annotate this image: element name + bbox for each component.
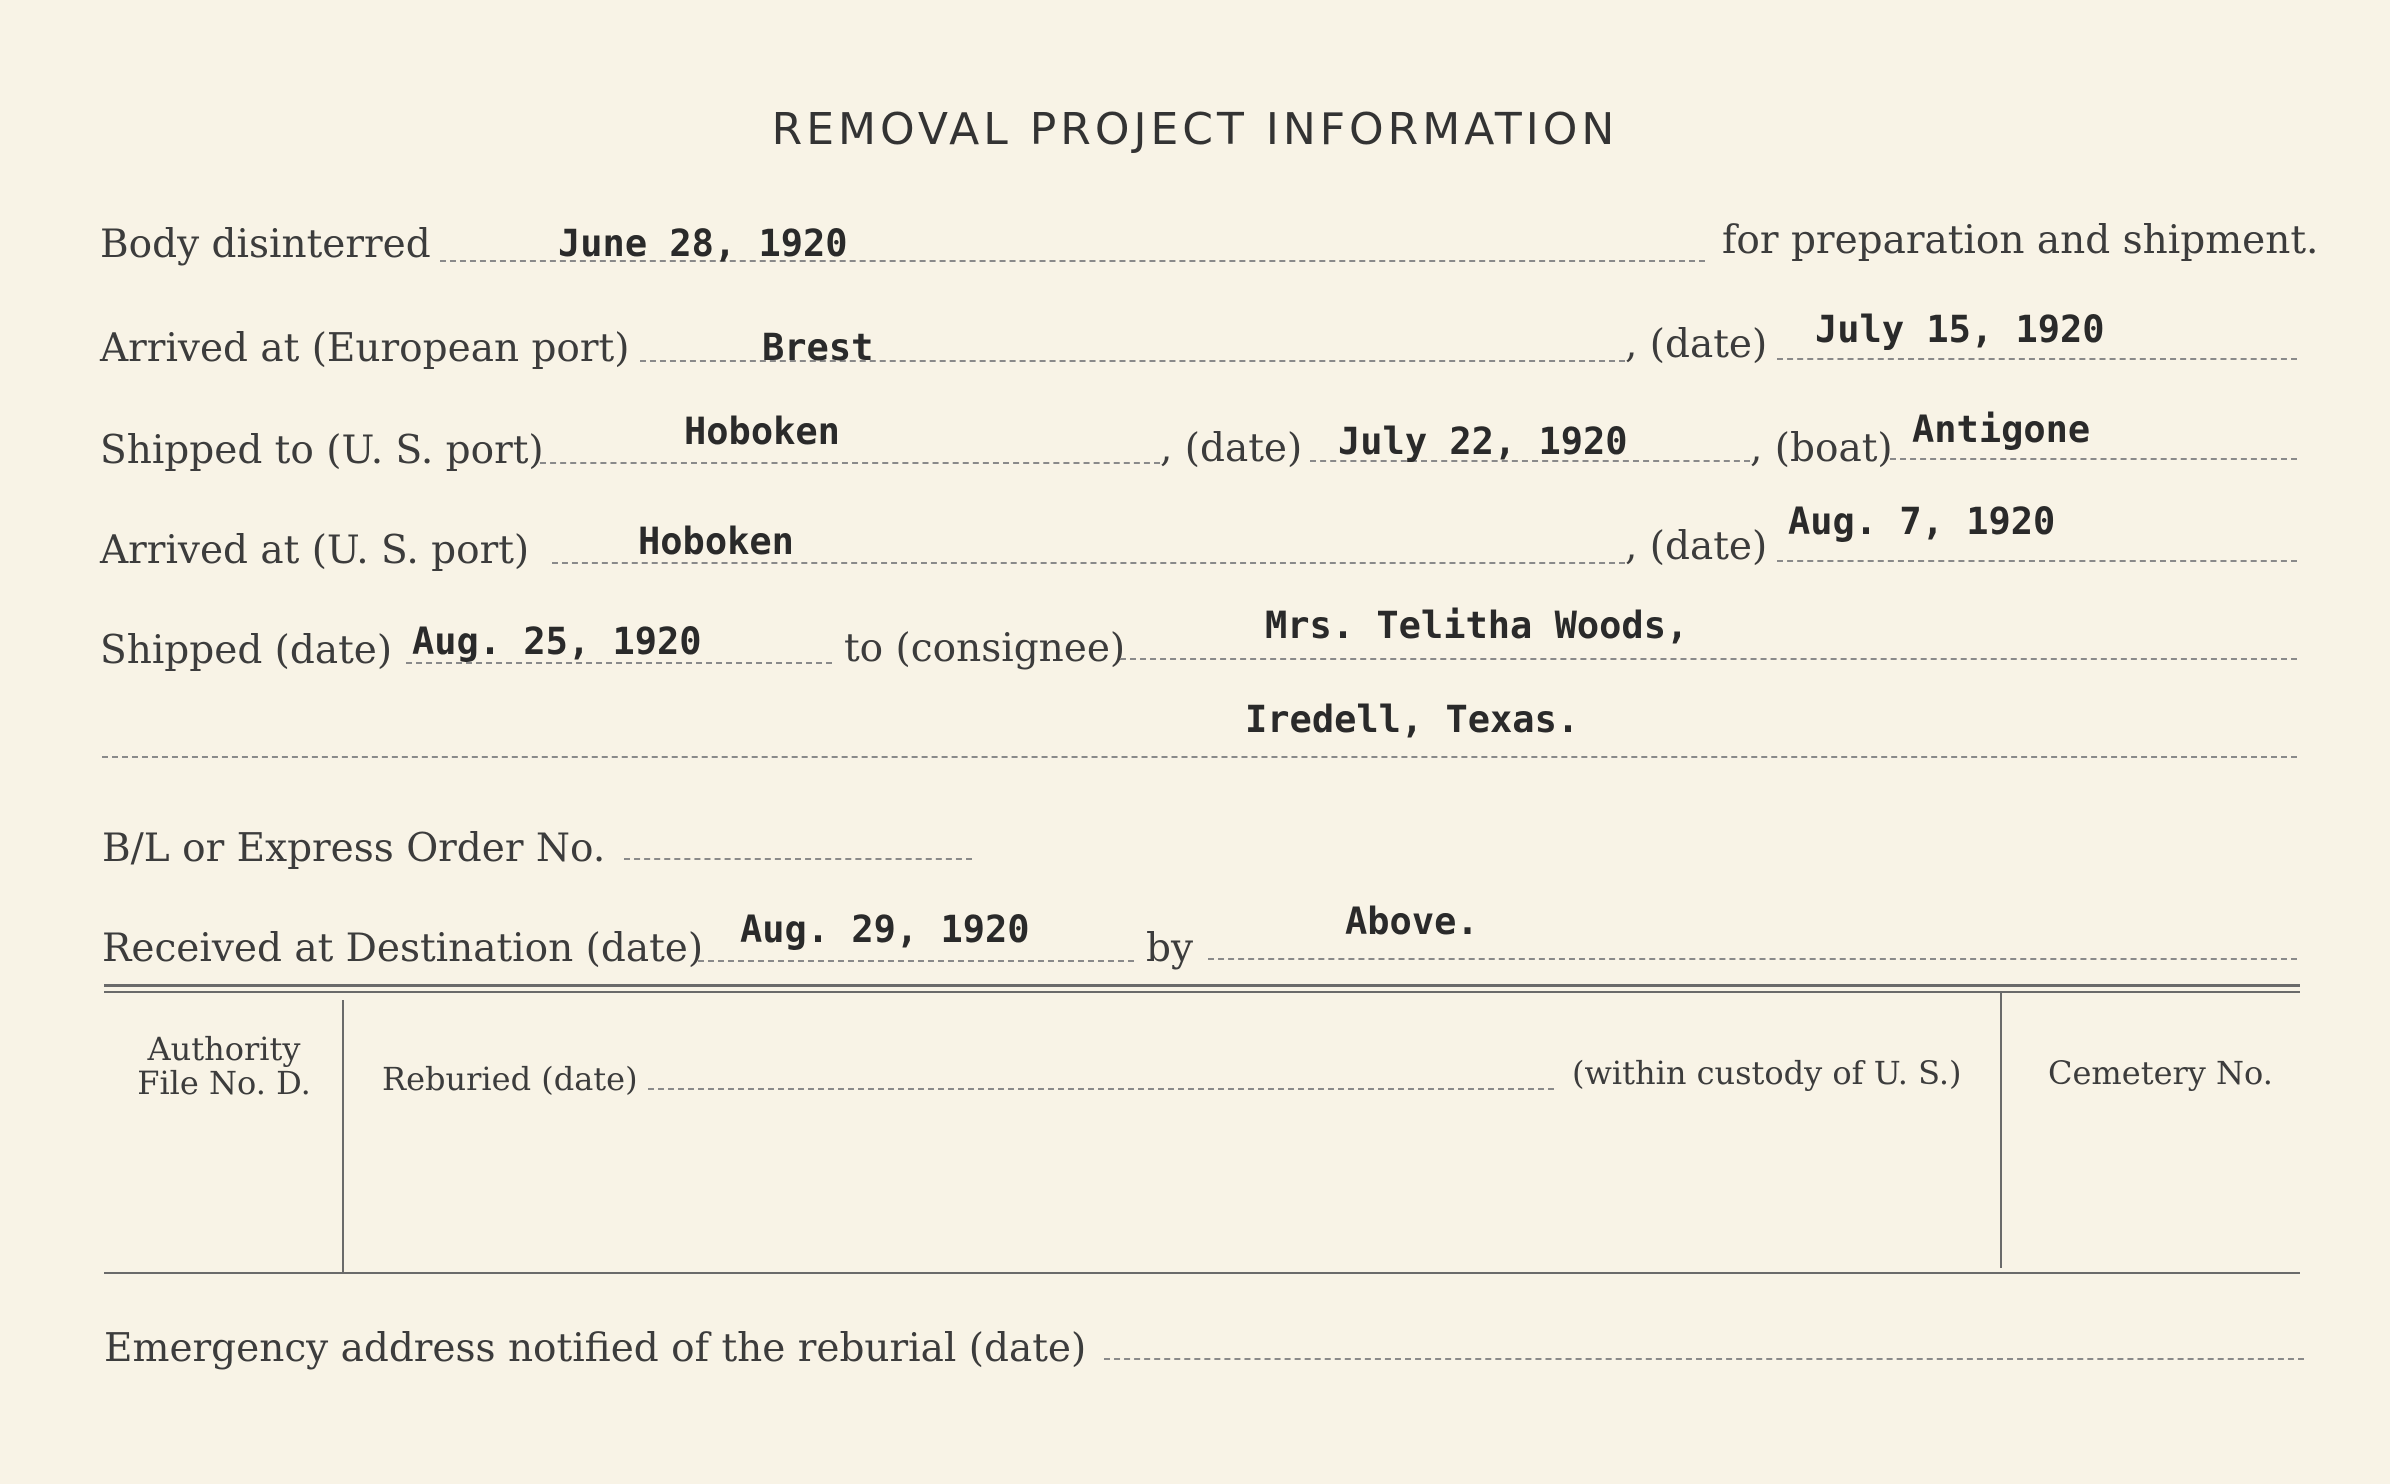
bl-label: B/L or Express Order No. — [102, 826, 606, 871]
custody-label: (within custody of U. S.) — [1572, 1054, 1962, 1092]
consignee-line2: Iredell, Texas. — [1245, 698, 1580, 741]
shipped-to-line — [540, 462, 1160, 464]
disinterred-value: June 28, 1920 — [558, 222, 848, 265]
consignee-line — [1120, 658, 2297, 660]
box-bottom-rule — [104, 1272, 2300, 1274]
euro-port-date-label: , (date) — [1625, 322, 1768, 367]
shipped-label: Shipped (date) — [100, 628, 393, 673]
reburied-label: Reburied (date) — [382, 1060, 638, 1098]
consignee-line1: Mrs. Telitha Woods, — [1265, 604, 1689, 647]
disinterred-label: Body disinterred — [100, 222, 431, 267]
received-value: Aug. 29, 1920 — [740, 908, 1030, 951]
reburied-line — [648, 1088, 1554, 1090]
authority-line2: File No. D. — [137, 1064, 311, 1102]
shipped-to-value: Hoboken — [684, 410, 840, 453]
euro-port-date-line — [1777, 358, 2297, 360]
received-by-line — [1208, 958, 2297, 960]
euro-port-value: Brest — [762, 326, 874, 369]
box-divider-left — [342, 1000, 344, 1272]
box-top-rule — [104, 984, 2300, 987]
received-label: Received at Destination (date) — [102, 926, 704, 971]
us-port-date-line — [1777, 560, 2297, 562]
bl-line — [624, 858, 972, 860]
card-title: REMOVAL PROJECT INFORMATION — [771, 104, 1619, 155]
shipped-value: Aug. 25, 1920 — [412, 620, 702, 663]
euro-port-label: Arrived at (European port) — [100, 326, 630, 371]
us-port-label: Arrived at (U. S. port) — [100, 528, 530, 573]
shipped-to-boat-label: , (boat) — [1750, 426, 1893, 471]
consignee-line-2 — [102, 756, 2297, 758]
us-port-date-value: Aug. 7, 1920 — [1788, 500, 2056, 543]
box-divider-right — [2000, 992, 2002, 1268]
received-by-label: by — [1146, 926, 1193, 971]
shipped-to-label: Shipped to (U. S. port) — [100, 428, 544, 473]
consignee-label: to (consignee) — [844, 626, 1126, 671]
us-port-date-label: , (date) — [1625, 524, 1768, 569]
emergency-line — [1104, 1358, 2304, 1360]
cemetery-label: Cemetery No. — [2048, 1054, 2273, 1092]
shipped-to-date-value: July 22, 1920 — [1338, 420, 1628, 463]
disinterred-suffix: for preparation and shipment. — [1722, 218, 2319, 263]
received-by-value: Above. — [1345, 900, 1479, 943]
received-line — [698, 960, 1134, 962]
euro-port-date-value: July 15, 1920 — [1815, 308, 2105, 351]
emergency-label: Emergency address notified of the reburial (date) — [104, 1326, 1087, 1371]
shipped-to-date-label: , (date) — [1160, 426, 1303, 471]
us-port-value: Hoboken — [638, 520, 794, 563]
authority-line1: Authority — [147, 1030, 301, 1068]
shipped-to-boat-value: Antigone — [1912, 408, 2091, 451]
box-top-rule-inner — [104, 991, 2300, 993]
shipped-to-boat-line — [1890, 458, 2297, 460]
